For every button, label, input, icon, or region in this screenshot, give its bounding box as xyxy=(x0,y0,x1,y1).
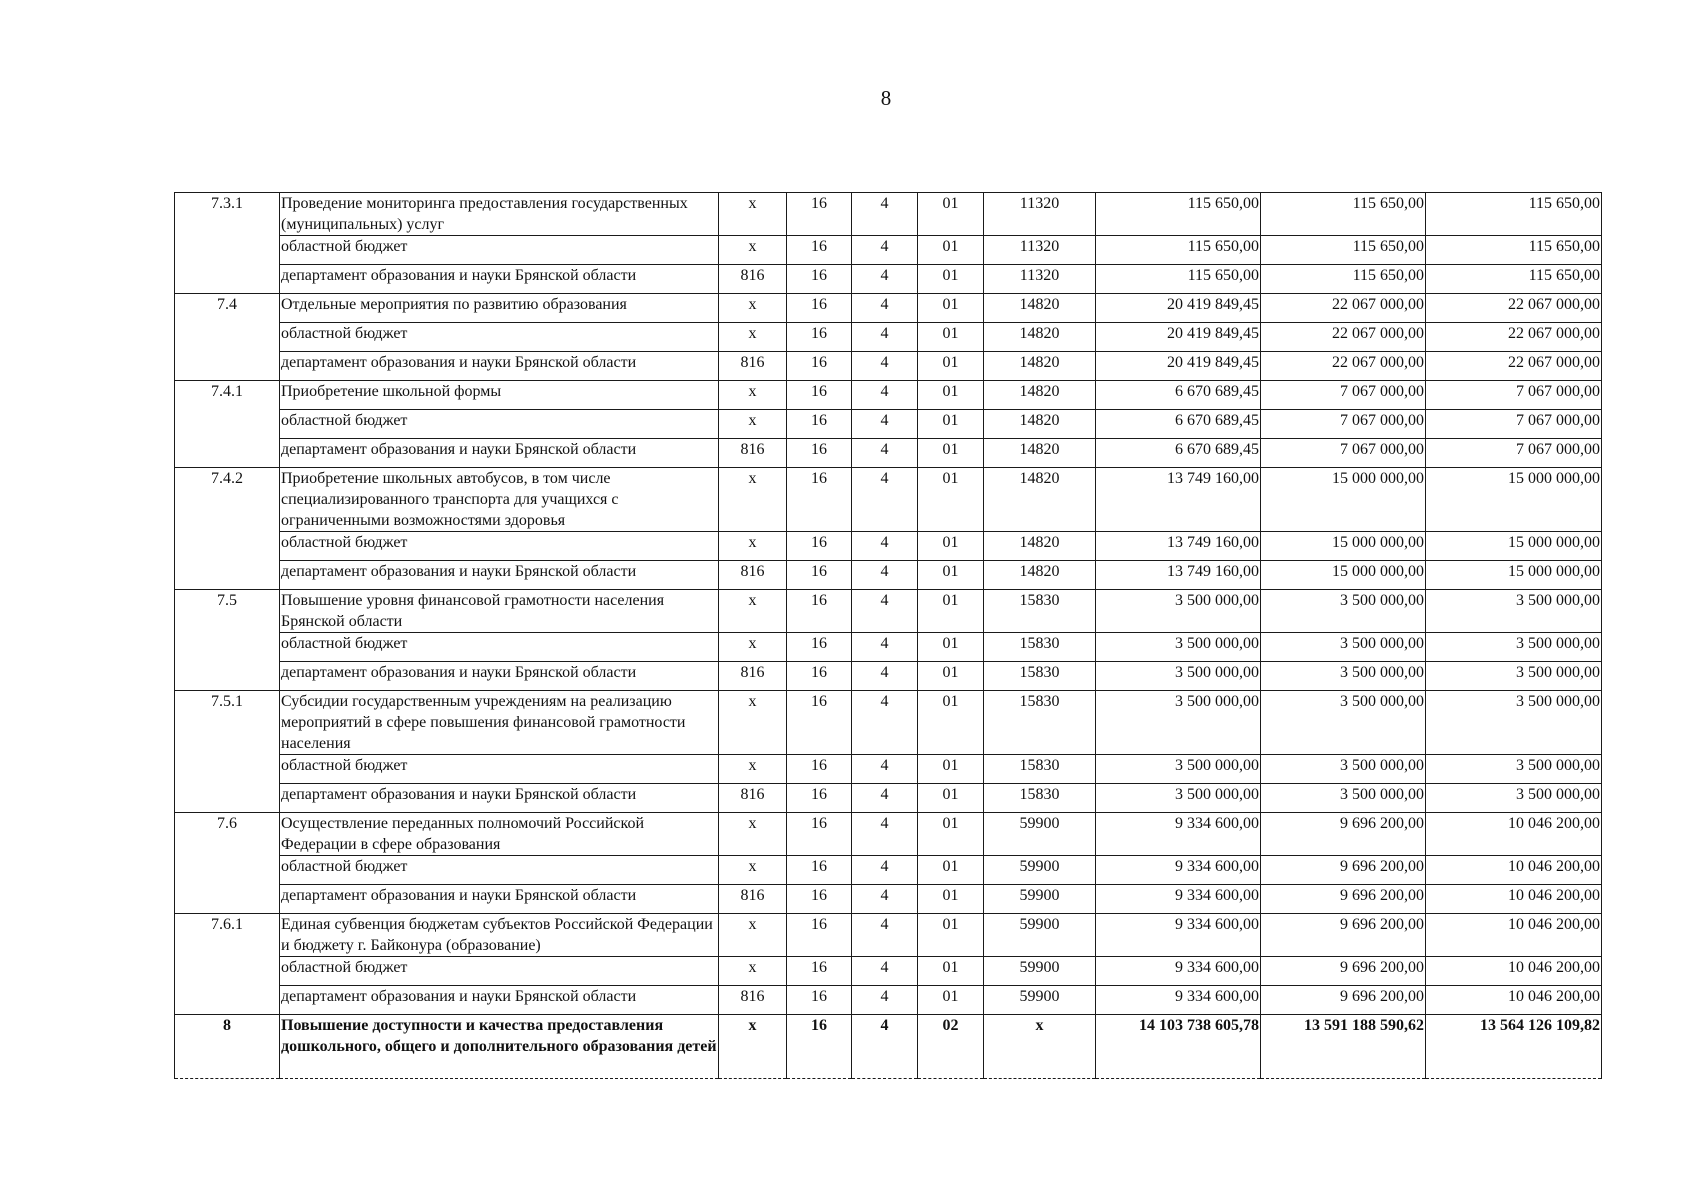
pgp-cell: 4 xyxy=(852,590,918,633)
amount-year3: 10 046 200,00 xyxy=(1426,957,1602,986)
amount-year3: 15 000 000,00 xyxy=(1426,561,1602,590)
pgp-cell: 4 xyxy=(852,957,918,986)
grbs-cell: х xyxy=(719,532,787,561)
grbs-cell: 816 xyxy=(719,352,787,381)
pgp-cell: 4 xyxy=(852,468,918,532)
amount-year1: 6 670 689,45 xyxy=(1096,439,1261,468)
code-cell: 15830 xyxy=(984,755,1096,784)
table-row xyxy=(175,468,1602,532)
item-name: Субсидии государственным учреждениям на реализацию мероприятий в сфере повышения финансовой грамотности населения xyxy=(280,691,719,755)
table-row xyxy=(175,784,1602,813)
om-cell: 01 xyxy=(918,590,984,633)
item-name: департамент образования и науки Брянской области xyxy=(280,662,719,691)
om-cell: 01 xyxy=(918,633,984,662)
pgp-cell: 4 xyxy=(852,294,918,323)
item-name: областной бюджет xyxy=(280,410,719,439)
grbs-cell: х xyxy=(719,813,787,856)
item-name: департамент образования и науки Брянской области xyxy=(280,885,719,914)
om-cell: 02 xyxy=(918,1015,984,1079)
amount-year1: 3 500 000,00 xyxy=(1096,633,1261,662)
pgp-cell: 4 xyxy=(852,352,918,381)
pgp-cell: 4 xyxy=(852,813,918,856)
amount-year2: 3 500 000,00 xyxy=(1261,590,1426,633)
om-cell: 01 xyxy=(918,265,984,294)
pgp-cell: 4 xyxy=(852,193,918,236)
amount-year2: 115 650,00 xyxy=(1261,236,1426,265)
item-name: Приобретение школьной формы xyxy=(280,381,719,410)
pgp-cell: 4 xyxy=(852,755,918,784)
amount-year1: 115 650,00 xyxy=(1096,236,1261,265)
gp-cell: 16 xyxy=(787,957,852,986)
pgp-cell: 4 xyxy=(852,784,918,813)
code-cell: 14820 xyxy=(984,439,1096,468)
gp-cell: 16 xyxy=(787,813,852,856)
amount-year2: 15 000 000,00 xyxy=(1261,561,1426,590)
grbs-cell: 816 xyxy=(719,986,787,1015)
amount-year2: 3 500 000,00 xyxy=(1261,633,1426,662)
pgp-cell: 4 xyxy=(852,914,918,957)
amount-year2: 9 696 200,00 xyxy=(1261,914,1426,957)
amount-year3: 7 067 000,00 xyxy=(1426,381,1602,410)
table-row xyxy=(175,885,1602,914)
gp-cell: 16 xyxy=(787,561,852,590)
item-name: Единая субвенция бюджетам субъектов Российской Федерации и бюджету г. Байконура (образование) xyxy=(280,914,719,957)
grbs-cell: х xyxy=(719,633,787,662)
om-cell: 01 xyxy=(918,856,984,885)
table-row xyxy=(175,813,1602,856)
table-row xyxy=(175,755,1602,784)
gp-cell: 16 xyxy=(787,755,852,784)
item-name: областной бюджет xyxy=(280,236,719,265)
gp-cell: 16 xyxy=(787,323,852,352)
gp-cell: 16 xyxy=(787,236,852,265)
table-row xyxy=(175,323,1602,352)
amount-year2: 9 696 200,00 xyxy=(1261,986,1426,1015)
amount-year3: 22 067 000,00 xyxy=(1426,294,1602,323)
amount-year1: 13 749 160,00 xyxy=(1096,468,1261,532)
amount-year3: 10 046 200,00 xyxy=(1426,914,1602,957)
item-number: 8 xyxy=(175,1015,280,1079)
item-number: 7.3.1 xyxy=(175,193,280,294)
table-row xyxy=(175,561,1602,590)
item-name: Осуществление переданных полномочий Российской Федерации в сфере образования xyxy=(280,813,719,856)
amount-year3: 22 067 000,00 xyxy=(1426,323,1602,352)
code-cell: 59900 xyxy=(984,885,1096,914)
gp-cell: 16 xyxy=(787,986,852,1015)
amount-year3: 10 046 200,00 xyxy=(1426,856,1602,885)
grbs-cell: х xyxy=(719,914,787,957)
pgp-cell: 4 xyxy=(852,561,918,590)
table-row xyxy=(175,691,1602,755)
amount-year2: 115 650,00 xyxy=(1261,265,1426,294)
code-cell: 14820 xyxy=(984,294,1096,323)
amount-year3: 3 500 000,00 xyxy=(1426,691,1602,755)
code-cell: 59900 xyxy=(984,914,1096,957)
table-row xyxy=(175,1015,1602,1079)
gp-cell: 16 xyxy=(787,691,852,755)
amount-year1: 20 419 849,45 xyxy=(1096,323,1261,352)
item-number: 7.6 xyxy=(175,813,280,914)
code-cell: 14820 xyxy=(984,381,1096,410)
amount-year1: 6 670 689,45 xyxy=(1096,410,1261,439)
amount-year2: 22 067 000,00 xyxy=(1261,323,1426,352)
amount-year1: 20 419 849,45 xyxy=(1096,294,1261,323)
amount-year1: 20 419 849,45 xyxy=(1096,352,1261,381)
amount-year2: 9 696 200,00 xyxy=(1261,885,1426,914)
grbs-cell: х xyxy=(719,691,787,755)
amount-year2: 13 591 188 590,62 xyxy=(1261,1015,1426,1079)
amount-year3: 13 564 126 109,82 xyxy=(1426,1015,1602,1079)
item-number: 7.4.2 xyxy=(175,468,280,590)
om-cell: 01 xyxy=(918,813,984,856)
grbs-cell: х xyxy=(719,590,787,633)
pgp-cell: 4 xyxy=(852,439,918,468)
amount-year3: 10 046 200,00 xyxy=(1426,813,1602,856)
table-row xyxy=(175,633,1602,662)
amount-year2: 15 000 000,00 xyxy=(1261,468,1426,532)
gp-cell: 16 xyxy=(787,265,852,294)
amount-year2: 9 696 200,00 xyxy=(1261,856,1426,885)
grbs-cell: х xyxy=(719,755,787,784)
gp-cell: 16 xyxy=(787,784,852,813)
grbs-cell: х xyxy=(719,323,787,352)
table-row xyxy=(175,265,1602,294)
page-number: 8 xyxy=(880,86,892,110)
code-cell: 15830 xyxy=(984,784,1096,813)
amount-year2: 3 500 000,00 xyxy=(1261,662,1426,691)
gp-cell: 16 xyxy=(787,410,852,439)
code-cell: 14820 xyxy=(984,323,1096,352)
amount-year2: 22 067 000,00 xyxy=(1261,294,1426,323)
pgp-cell: 4 xyxy=(852,633,918,662)
amount-year2: 3 500 000,00 xyxy=(1261,784,1426,813)
code-cell: 15830 xyxy=(984,662,1096,691)
gp-cell: 16 xyxy=(787,1015,852,1079)
item-name: Проведение мониторинга предоставления государственных (муниципальных) услуг xyxy=(280,193,719,236)
gp-cell: 16 xyxy=(787,439,852,468)
grbs-cell: х xyxy=(719,294,787,323)
code-cell: 59900 xyxy=(984,957,1096,986)
om-cell: 01 xyxy=(918,784,984,813)
amount-year1: 3 500 000,00 xyxy=(1096,691,1261,755)
amount-year3: 7 067 000,00 xyxy=(1426,410,1602,439)
code-cell: 15830 xyxy=(984,633,1096,662)
table-row xyxy=(175,381,1602,410)
item-name: департамент образования и науки Брянской области xyxy=(280,439,719,468)
item-number: 7.4 xyxy=(175,294,280,381)
amount-year1: 3 500 000,00 xyxy=(1096,590,1261,633)
table-row xyxy=(175,590,1602,633)
amount-year2: 3 500 000,00 xyxy=(1261,755,1426,784)
amount-year2: 9 696 200,00 xyxy=(1261,813,1426,856)
om-cell: 01 xyxy=(918,410,984,439)
om-cell: 01 xyxy=(918,986,984,1015)
code-cell: х xyxy=(984,1015,1096,1079)
om-cell: 01 xyxy=(918,352,984,381)
grbs-cell: 816 xyxy=(719,784,787,813)
pgp-cell: 4 xyxy=(852,1015,918,1079)
pgp-cell: 4 xyxy=(852,236,918,265)
item-name: Повышение доступности и качества предоставления дошкольного, общего и дополнительного образования детей xyxy=(280,1015,719,1079)
item-name: Отдельные мероприятия по развитию образования xyxy=(280,294,719,323)
item-name: областной бюджет xyxy=(280,532,719,561)
amount-year3: 115 650,00 xyxy=(1426,236,1602,265)
amount-year1: 9 334 600,00 xyxy=(1096,885,1261,914)
grbs-cell: х xyxy=(719,410,787,439)
item-name: областной бюджет xyxy=(280,957,719,986)
om-cell: 01 xyxy=(918,914,984,957)
table-row xyxy=(175,986,1602,1015)
item-name: департамент образования и науки Брянской области xyxy=(280,986,719,1015)
amount-year1: 115 650,00 xyxy=(1096,265,1261,294)
table-row xyxy=(175,439,1602,468)
code-cell: 14820 xyxy=(984,561,1096,590)
code-cell: 59900 xyxy=(984,813,1096,856)
item-name: областной бюджет xyxy=(280,755,719,784)
amount-year3: 3 500 000,00 xyxy=(1426,662,1602,691)
table-row xyxy=(175,352,1602,381)
code-cell: 14820 xyxy=(984,532,1096,561)
amount-year3: 3 500 000,00 xyxy=(1426,633,1602,662)
amount-year1: 6 670 689,45 xyxy=(1096,381,1261,410)
om-cell: 01 xyxy=(918,662,984,691)
amount-year2: 9 696 200,00 xyxy=(1261,957,1426,986)
grbs-cell: 816 xyxy=(719,439,787,468)
om-cell: 01 xyxy=(918,885,984,914)
amount-year1: 3 500 000,00 xyxy=(1096,662,1261,691)
table-row xyxy=(175,532,1602,561)
table-row xyxy=(175,662,1602,691)
pgp-cell: 4 xyxy=(852,265,918,294)
item-name: департамент образования и науки Брянской области xyxy=(280,561,719,590)
gp-cell: 16 xyxy=(787,294,852,323)
amount-year3: 3 500 000,00 xyxy=(1426,755,1602,784)
code-cell: 11320 xyxy=(984,265,1096,294)
code-cell: 15830 xyxy=(984,691,1096,755)
gp-cell: 16 xyxy=(787,662,852,691)
amount-year2: 15 000 000,00 xyxy=(1261,532,1426,561)
item-number: 7.4.1 xyxy=(175,381,280,468)
item-number: 7.5 xyxy=(175,590,280,691)
grbs-cell: х xyxy=(719,856,787,885)
om-cell: 01 xyxy=(918,294,984,323)
table-row xyxy=(175,957,1602,986)
om-cell: 01 xyxy=(918,323,984,352)
grbs-cell: х xyxy=(719,468,787,532)
amount-year3: 7 067 000,00 xyxy=(1426,439,1602,468)
amount-year1: 13 749 160,00 xyxy=(1096,532,1261,561)
om-cell: 01 xyxy=(918,691,984,755)
gp-cell: 16 xyxy=(787,352,852,381)
item-number: 7.6.1 xyxy=(175,914,280,1015)
grbs-cell: 816 xyxy=(719,265,787,294)
table-row xyxy=(175,856,1602,885)
amount-year3: 3 500 000,00 xyxy=(1426,784,1602,813)
amount-year1: 9 334 600,00 xyxy=(1096,856,1261,885)
item-name: Приобретение школьных автобусов, в том числе специализированного транспорта для учащихся с ограниченными возможностями здоровья xyxy=(280,468,719,532)
code-cell: 59900 xyxy=(984,856,1096,885)
item-name: областной бюджет xyxy=(280,856,719,885)
code-cell: 11320 xyxy=(984,193,1096,236)
gp-cell: 16 xyxy=(787,914,852,957)
om-cell: 01 xyxy=(918,561,984,590)
amount-year2: 7 067 000,00 xyxy=(1261,410,1426,439)
amount-year2: 7 067 000,00 xyxy=(1261,439,1426,468)
pgp-cell: 4 xyxy=(852,856,918,885)
amount-year3: 15 000 000,00 xyxy=(1426,532,1602,561)
table-row xyxy=(175,294,1602,323)
om-cell: 01 xyxy=(918,957,984,986)
pgp-cell: 4 xyxy=(852,410,918,439)
amount-year1: 9 334 600,00 xyxy=(1096,957,1261,986)
grbs-cell: х xyxy=(719,957,787,986)
grbs-cell: 816 xyxy=(719,662,787,691)
amount-year3: 22 067 000,00 xyxy=(1426,352,1602,381)
pgp-cell: 4 xyxy=(852,885,918,914)
gp-cell: 16 xyxy=(787,468,852,532)
amount-year3: 10 046 200,00 xyxy=(1426,986,1602,1015)
amount-year1: 9 334 600,00 xyxy=(1096,813,1261,856)
code-cell: 59900 xyxy=(984,986,1096,1015)
amount-year3: 115 650,00 xyxy=(1426,193,1602,236)
budget-table xyxy=(174,192,1602,1079)
item-name: Повышение уровня финансовой грамотности населения Брянской области xyxy=(280,590,719,633)
grbs-cell: 816 xyxy=(719,885,787,914)
om-cell: 01 xyxy=(918,532,984,561)
pgp-cell: 4 xyxy=(852,986,918,1015)
gp-cell: 16 xyxy=(787,381,852,410)
amount-year1: 14 103 738 605,78 xyxy=(1096,1015,1261,1079)
pgp-cell: 4 xyxy=(852,532,918,561)
gp-cell: 16 xyxy=(787,856,852,885)
amount-year3: 115 650,00 xyxy=(1426,265,1602,294)
om-cell: 01 xyxy=(918,236,984,265)
amount-year2: 115 650,00 xyxy=(1261,193,1426,236)
amount-year1: 3 500 000,00 xyxy=(1096,755,1261,784)
amount-year1: 9 334 600,00 xyxy=(1096,914,1261,957)
grbs-cell: х xyxy=(719,193,787,236)
table-row xyxy=(175,410,1602,439)
gp-cell: 16 xyxy=(787,590,852,633)
table-row xyxy=(175,236,1602,265)
item-number: 7.5.1 xyxy=(175,691,280,813)
om-cell: 01 xyxy=(918,755,984,784)
code-cell: 14820 xyxy=(984,468,1096,532)
pgp-cell: 4 xyxy=(852,691,918,755)
amount-year2: 22 067 000,00 xyxy=(1261,352,1426,381)
amount-year3: 10 046 200,00 xyxy=(1426,885,1602,914)
pgp-cell: 4 xyxy=(852,381,918,410)
code-cell: 14820 xyxy=(984,410,1096,439)
gp-cell: 16 xyxy=(787,885,852,914)
amount-year2: 7 067 000,00 xyxy=(1261,381,1426,410)
amount-year1: 13 749 160,00 xyxy=(1096,561,1261,590)
grbs-cell: 816 xyxy=(719,561,787,590)
pgp-cell: 4 xyxy=(852,662,918,691)
om-cell: 01 xyxy=(918,193,984,236)
code-cell: 15830 xyxy=(984,590,1096,633)
item-name: департамент образования и науки Брянской области xyxy=(280,784,719,813)
item-name: департамент образования и науки Брянской области xyxy=(280,352,719,381)
om-cell: 01 xyxy=(918,468,984,532)
grbs-cell: х xyxy=(719,381,787,410)
amount-year1: 3 500 000,00 xyxy=(1096,784,1261,813)
amount-year1: 9 334 600,00 xyxy=(1096,986,1261,1015)
table-row xyxy=(175,193,1602,236)
amount-year3: 15 000 000,00 xyxy=(1426,468,1602,532)
amount-year2: 3 500 000,00 xyxy=(1261,691,1426,755)
gp-cell: 16 xyxy=(787,532,852,561)
om-cell: 01 xyxy=(918,381,984,410)
amount-year3: 3 500 000,00 xyxy=(1426,590,1602,633)
gp-cell: 16 xyxy=(787,633,852,662)
item-name: департамент образования и науки Брянской области xyxy=(280,265,719,294)
gp-cell: 16 xyxy=(787,193,852,236)
pgp-cell: 4 xyxy=(852,323,918,352)
item-name: областной бюджет xyxy=(280,633,719,662)
grbs-cell: х xyxy=(719,1015,787,1079)
code-cell: 11320 xyxy=(984,236,1096,265)
table-row xyxy=(175,914,1602,957)
amount-year1: 115 650,00 xyxy=(1096,193,1261,236)
grbs-cell: х xyxy=(719,236,787,265)
om-cell: 01 xyxy=(918,439,984,468)
item-name: областной бюджет xyxy=(280,323,719,352)
code-cell: 14820 xyxy=(984,352,1096,381)
